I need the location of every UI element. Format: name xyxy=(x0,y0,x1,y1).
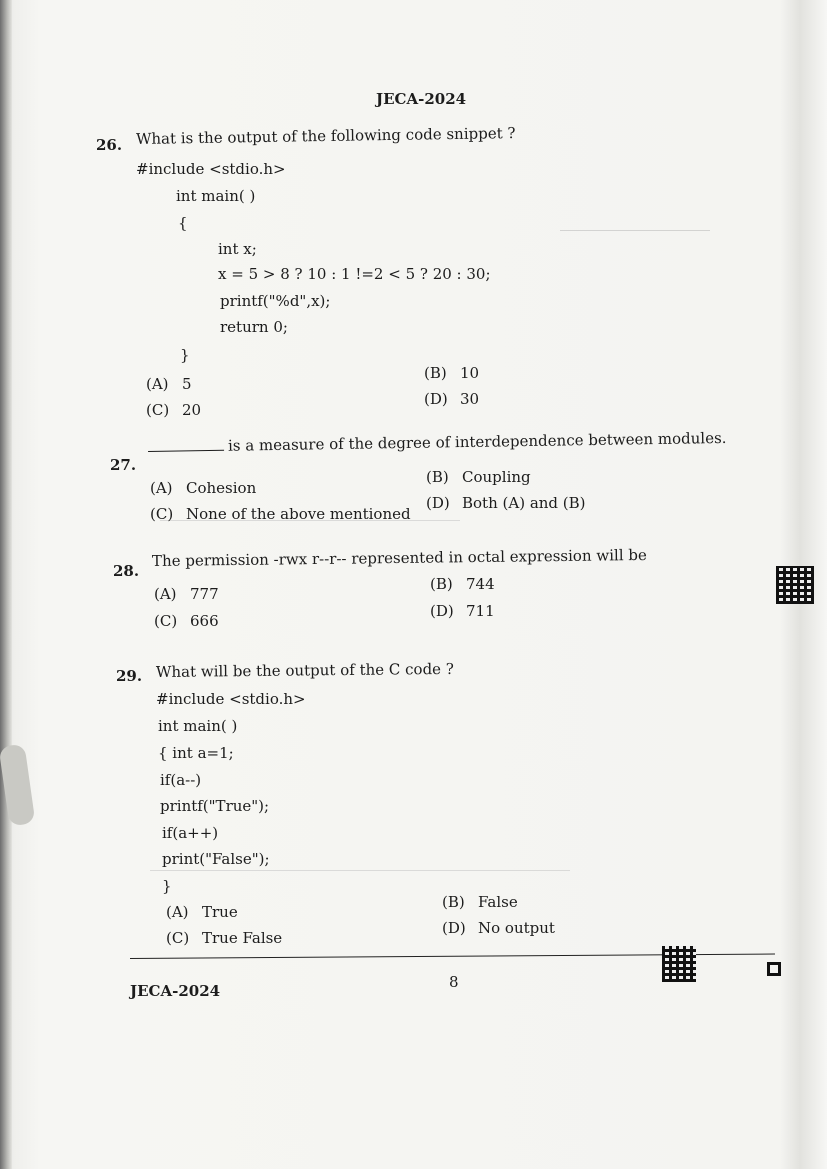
question-number: 27. xyxy=(110,456,137,474)
corner-mark-icon xyxy=(767,962,781,976)
question-text: The permission -rwx r--r-- represented in octal expression will be xyxy=(151,545,647,570)
option-d: (D) Both (A) and (B) xyxy=(426,494,586,512)
code-line: #include <stdio.h> xyxy=(156,690,306,708)
code-line: printf("True"); xyxy=(160,797,270,815)
code-line: } xyxy=(180,346,190,364)
option-d: (D) 30 xyxy=(424,390,480,408)
option-a: (A) True xyxy=(166,903,238,921)
code-line: if(a--) xyxy=(160,771,202,789)
option-b: (B) 744 xyxy=(430,575,495,593)
code-line: int main( ) xyxy=(158,717,238,735)
question-number: 26. xyxy=(96,136,123,154)
code-line: #include <stdio.h> xyxy=(136,160,286,178)
page-header: JECA-2024 xyxy=(376,90,467,108)
code-line: printf("%d",x); xyxy=(220,292,331,310)
side-qr-code-icon xyxy=(776,566,814,604)
option-a: (A) 777 xyxy=(154,585,219,603)
code-line: { xyxy=(178,214,188,232)
question-number: 29. xyxy=(116,667,143,685)
code-line: { int a=1; xyxy=(158,744,234,762)
code-line: x = 5 > 8 ? 10 : 1 !=2 < 5 ? 20 : 30; xyxy=(218,265,491,283)
fill-blank xyxy=(148,450,224,452)
question-text: What will be the output of the C code ? xyxy=(155,659,454,681)
option-a: (A) Cohesion xyxy=(150,479,257,497)
code-line: int main( ) xyxy=(176,187,256,205)
footer-code: JECA-2024 xyxy=(130,982,221,1000)
code-line: } xyxy=(162,877,172,895)
question-number: 28. xyxy=(113,562,140,580)
show-through xyxy=(150,870,570,872)
code-line: if(a++) xyxy=(162,824,219,842)
question-text: is a measure of the degree of interdependence between modules. xyxy=(148,429,727,456)
page-number: 8 xyxy=(449,973,459,991)
show-through xyxy=(560,230,710,232)
option-c: (C) 20 xyxy=(146,401,202,419)
option-b: (B) False xyxy=(442,893,518,911)
code-line: int x; xyxy=(218,240,257,258)
option-b: (B) 10 xyxy=(424,364,480,382)
option-b: (B) Coupling xyxy=(426,468,531,486)
code-line: return 0; xyxy=(220,318,288,336)
option-c: (C) True False xyxy=(166,929,283,947)
option-a: (A) 5 xyxy=(146,375,192,393)
question-text: What is the output of the following code snippet ? xyxy=(135,124,516,148)
option-d: (D) No output xyxy=(442,919,555,937)
binding-edge xyxy=(0,0,12,1169)
option-c: (C) 666 xyxy=(154,612,219,630)
option-d: (D) 711 xyxy=(430,602,495,620)
qr-code-icon xyxy=(662,946,696,982)
option-c: (C) None of the above mentioned xyxy=(150,505,411,523)
code-line: print("False"); xyxy=(162,850,270,868)
